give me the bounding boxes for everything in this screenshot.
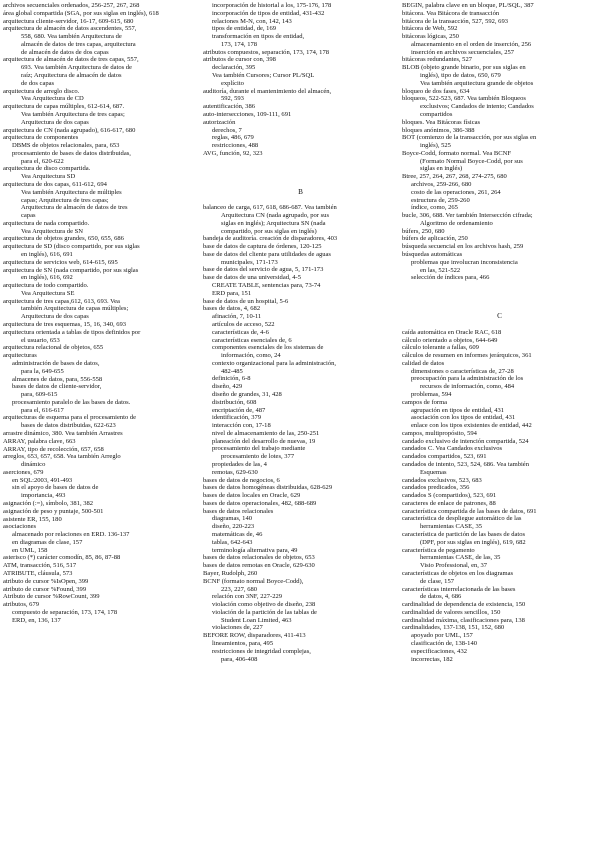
index-entry: cardinalidades, 137-138, 151, 152, 680	[402, 624, 505, 632]
index-entry: bloques anónimos, 386-388	[402, 126, 475, 134]
index-entry: bloqueo de dos fases, 634	[402, 87, 470, 95]
index-entry: transformación en tipos de entidad,	[212, 33, 305, 41]
index-entry: en inglés), 616, 692	[21, 274, 73, 282]
index-entry: características de, 4-6	[212, 328, 269, 336]
index-entry: atributos de cursor con, 398	[203, 56, 276, 64]
index-entry: en SQL:2003, 491-493	[12, 476, 73, 484]
index-entry: de clase, 157	[420, 577, 454, 585]
index-entry: búfers, 250, 680	[402, 227, 445, 235]
index-entry: cardinalidad máxima, clasificaciones para, 138	[402, 616, 525, 624]
index-entry: almacenamiento en el orden de inserción, 256	[411, 40, 532, 48]
index-entry: información, como, 24	[221, 352, 281, 360]
index-entry: arquitectura cliente-servidor, 16-17, 609-615, 680	[3, 17, 134, 25]
index-entry: arreglos, 653, 657, 658. Vea también Arreglo	[3, 453, 121, 461]
index-entry: matemáticas de, 46	[212, 531, 263, 539]
index-entry: caída automática en Oracle RAC, 618	[402, 328, 502, 336]
index-entry: incorrectas, 182	[411, 655, 453, 663]
index-entry: planeación del desarrollo de nuevas, 19	[212, 437, 316, 445]
index-entry: bases de datos de negocios, 6	[203, 476, 280, 484]
index-entry: de almacén de datos de dos capas	[21, 48, 109, 56]
index-entry: asignación de peso y puntaje, 500-501	[3, 507, 104, 515]
spacer	[402, 282, 597, 290]
index-entry: bases de datos relacionales	[203, 507, 274, 515]
index-entry: BEFORE ROW, disparadores, 411-413	[203, 632, 306, 640]
index-entry: arquitectura de componentes	[3, 134, 79, 142]
index-entry: arquitectura de tres capas,612, 613, 693. Vea	[3, 297, 120, 305]
index-entry: 592, 593	[221, 95, 244, 103]
index-entry: relación con 3NF, 227-229	[212, 593, 283, 601]
index-entry: compartidos	[420, 110, 453, 118]
index-entry: bases de datos distribuidas, 622-623	[21, 422, 116, 430]
index-entry: arquitectura de nada compartido.	[3, 219, 90, 227]
index-entry: Arquitectura CN (nada agrupado, por sus	[221, 212, 329, 220]
index-entry: siglas en inglés)	[420, 165, 463, 173]
spacer	[203, 158, 398, 166]
index-entry: remotas, 629-630	[212, 468, 258, 476]
index-entry: bases de datos operacionales, 482, 688-689	[203, 499, 317, 507]
index-entry: afinación, 7, 10-11	[212, 313, 262, 321]
index-entry: clasificación de, 138-140	[411, 639, 477, 647]
index-entry: caracteres de enlace de patrones, 88	[402, 499, 496, 507]
index-entry: Bayer, Rudolph, 260	[203, 569, 258, 577]
spacer	[203, 181, 398, 189]
index-entry: 693. Vea también Arquitectura de datos de	[21, 64, 132, 72]
index-entry: distribución, 608	[212, 398, 257, 406]
index-entry: el usuario, 653	[21, 336, 60, 344]
index-entry: autorización	[203, 118, 236, 126]
index-entry: importancia, 493	[21, 492, 66, 500]
index-entry: de datos, 4, 686	[420, 593, 462, 601]
index-entry: atributos, 679	[3, 601, 40, 609]
index-entry: incorporación de tipos de entidad, 431-432	[212, 9, 325, 17]
index-entry: característica de partición de las bases de datos	[402, 531, 526, 539]
index-entry: área global compartida (SGA, por sus siglas en inglés), 618	[3, 9, 159, 17]
index-entry: índice, como, 265	[411, 204, 458, 212]
index-entry: en diagramas de clase, 157	[12, 538, 83, 546]
index-entry: terminología alternativa para, 49	[212, 546, 298, 554]
index-entry: archivos, 259-266, 680	[411, 180, 472, 188]
index-entry: arquitectura de SD (disco compartido, por sus siglas	[3, 243, 140, 251]
index-entry: capas	[21, 212, 36, 220]
index-entry: candados predicados, 356	[402, 484, 470, 492]
index-entry: arquitectura de objetos grandes, 650, 655, 686	[3, 235, 124, 243]
index-entry: inglés), tipo de datos, 650, 679	[420, 72, 501, 80]
index-entry: ATRIBUTE, cláusula, 573	[3, 570, 73, 578]
index-entry: archivos secuenciales ordenados, 256-257, 267, 268	[3, 2, 140, 9]
index-entry: bitácora de Web, 592	[402, 25, 458, 33]
index-entry: propiedades de las, 4	[212, 461, 267, 469]
index-entry: (Formato Normal Boyce-Codd, por sus	[420, 157, 523, 165]
index-entry: 223, 227, 680	[221, 585, 258, 593]
index-entry: Atributo de cursor %RowCount, 399	[3, 593, 100, 601]
index-entry: características esenciales de, 6	[212, 336, 292, 344]
index-entry: candados exclusivos, 523, 683	[402, 476, 482, 484]
index-entry: cardinalidad de dependencia de existencia, 150	[402, 601, 526, 609]
index-entry: bitácora de la transacción, 527, 592, 693	[402, 17, 508, 25]
index-entry: candados S (compartidos), 523, 691	[402, 492, 497, 500]
index-entry: diseño, 220-223	[212, 523, 255, 531]
index-column-2	[203, 2, 398, 663]
index-entry: procesamiento del trabajo mediante	[212, 445, 306, 453]
index-entry: selección de índices para, 466	[411, 274, 490, 282]
index-entry: balanceo de carga, 617, 618, 686-687. Vea también	[203, 204, 337, 212]
index-entry: arquitectura de arreglo disco.	[3, 87, 80, 95]
index-entry: característica compartida de las bases de datos, 691	[402, 507, 537, 515]
index-entry: 482-485	[221, 367, 243, 375]
index-entry: asociaciones	[3, 523, 37, 531]
index-entry: Vea Arquitectura SD	[21, 173, 76, 181]
index-entry: arquitecturas de esquema para el procesamiento de	[3, 414, 137, 422]
index-entry: cardinalidad de valores sencillos, 150	[402, 608, 501, 616]
index-entry: capas; Arquitectura de tres capas;	[21, 196, 109, 204]
index-entry: dinámico	[21, 461, 46, 469]
index-entry: Algoritmo de ordenamiento	[420, 219, 493, 227]
index-entry: asterisco (*) carácter comodín, 85, 86, 87-88	[3, 554, 121, 562]
index-entry: auto-intersecciones, 109-111, 691	[203, 110, 292, 118]
index-entry: candados compartidos, 523, 691	[402, 453, 487, 461]
index-entry: Vea Arquitectura SE	[21, 289, 75, 297]
index-entry: ERD para, 151	[212, 289, 252, 297]
index-entry: municipales, 171-173	[221, 258, 278, 266]
index-entry: búfers de aplicación, 250	[402, 235, 468, 243]
index-entry: tipos de entidad, de, 169	[212, 25, 277, 33]
spacer	[203, 196, 398, 204]
index-entry: para, 609-615	[21, 391, 58, 399]
index-entry: declaración, 395	[212, 64, 256, 72]
index-entry: estructura de, 259-260	[411, 196, 470, 204]
index-entry: Btree, 257, 264, 267, 268, 274-275, 680	[402, 173, 507, 181]
index-entry: arquitectura de CN (nada agrupado), 616-617, 680	[3, 126, 136, 134]
index-entry: atributo de cursor %Found, 399	[3, 585, 87, 593]
index-entry: ATM, transacción, 516, 517	[3, 562, 77, 570]
index-entry: definición, 6-8	[212, 375, 251, 383]
index-entry: candado exclusivo de intención compartida, 524	[402, 437, 529, 445]
index-entry: bitácora. Vea Bitácora de transacción	[402, 9, 500, 17]
spacer	[203, 173, 398, 181]
index-entry: base de datos del cliente para utilidades de aguas	[203, 250, 331, 258]
index-entry: bases de datos remotas en Oracle, 629-630	[203, 562, 315, 570]
index-entry: arquitectura de SN (nada compartido, por sus siglas	[3, 266, 139, 274]
index-entry: especificaciones, 432	[411, 647, 467, 655]
index-entry: bloqueos, 522-523, 687. Vea también Bloqueos	[402, 95, 526, 103]
index-entry: herramientas CASE, de las, 35	[420, 554, 501, 562]
index-entry: enlace con los tipos existentes de entidad, 442	[411, 422, 532, 430]
index-entry: encriptación de, 487	[212, 406, 266, 414]
index-entry: candados C. Vea Candados exclusivos	[402, 445, 503, 453]
index-entry: base de datos de una universidad, 4-5	[203, 274, 301, 282]
index-entry: diseño, 429	[212, 383, 243, 391]
index-entry: arquitectura de servicios web, 614-615, 695	[3, 258, 118, 266]
index-entry: administración de bases de datos,	[12, 359, 100, 367]
index-entry: arquitectura relacional de objetos, 655	[3, 344, 104, 352]
index-entry: también Arquitectura de capas múltiples;	[21, 305, 129, 313]
index-entry: restricciones de integridad complejas,	[212, 647, 311, 655]
index-entry: procesamiento de bases de datos distribuidas,	[12, 149, 131, 157]
index-entry: nivel de almacenamiento de las, 250-251	[212, 429, 320, 437]
index-entry: arquitectura de almacén de datos de tres capas, 557,	[3, 56, 139, 64]
index-entry: asociación con los tipos de entidad, 431	[411, 414, 516, 422]
index-entry: artículos de acceso, 522	[212, 320, 275, 328]
index-entry: compartido, por sus siglas en inglés)	[221, 227, 317, 235]
index-entry: restricciones, 488	[212, 142, 259, 150]
index-entry: ARRAY, palabra clave, 663	[3, 437, 76, 445]
index-entry: almacenes de datos, para, 556-558	[12, 375, 103, 383]
index-entry: para el, 620-622	[21, 157, 64, 165]
index-entry: BLOB (objeto grande binario, por sus siglas en	[402, 64, 526, 72]
index-entry: agrupación en tipos de entidad, 431	[411, 406, 505, 414]
index-entry: exclusivos; Candados de intento; Candados	[420, 103, 534, 111]
index-entry: apoyado por UML, 157	[411, 632, 473, 640]
index-entry: arquitectura de tres esquemas, 15, 16, 340, 693	[3, 321, 127, 329]
index-entry: auditoría, durante el mantenimiento del almacén,	[203, 87, 332, 95]
index-entry: procesamiento paralelo de las bases de datos.	[12, 398, 131, 406]
index-entry: atributos compuestos, separación, 173, 174, 178	[203, 48, 330, 56]
index-entry: derechos, 7	[212, 126, 242, 134]
index-entry: calidad de datos	[402, 359, 445, 367]
index-entry: atributo de cursor %IsOpen, 399	[3, 577, 89, 585]
index-entry: herramientas CASE, 35	[420, 523, 483, 531]
index-entry: (DPF, por sus siglas en inglés), 619, 682	[420, 538, 526, 546]
index-entry: contexto organizacional para la administración,	[212, 359, 337, 367]
index-entry: arquitectura de capas múltiples, 612-614, 687.	[3, 103, 125, 111]
index-entry: base de datos de un hospital, 5-6	[203, 297, 289, 305]
index-entry: inserción en archivos secuenciales, 257	[411, 48, 515, 56]
index-entry: candados de intento, 523, 524, 686. Vea también	[402, 461, 529, 469]
spacer	[402, 290, 597, 298]
spacer	[402, 321, 597, 329]
index-entry: búsqueda secuencial en los archivos hash, 259	[402, 243, 524, 251]
index-entry: AVG, función, 92, 323	[203, 149, 263, 157]
index-entry: inglés), 525	[420, 142, 451, 150]
index-entry: interacción con, 17-18	[212, 422, 271, 430]
index-entry: bucle, 306, 688. Ver también Intersección cifrada;	[402, 212, 533, 220]
index-entry: base de datos de captura de órdenes, 120-125	[203, 243, 322, 251]
index-entry: asignación (:=), símbolo, 381, 382	[3, 500, 94, 507]
index-entry: violación de la partición de las tablas de	[212, 608, 317, 616]
index-entry: búsquedas automáticas	[402, 251, 463, 258]
index-entry: característica de despliegue automático de las	[402, 515, 522, 523]
index-entry: BOT (comienzo de la transacción, por sus siglas en	[402, 134, 537, 142]
index-entry: DBMS de objetos relacionales, para, 653	[12, 142, 120, 150]
index-entry: arquitecturas	[3, 352, 37, 360]
index-entry: violaciones de, 227	[212, 624, 263, 632]
index-entry: en las, 521-522	[420, 266, 461, 274]
index-entry: violación como objetivo de diseño, 238	[212, 601, 316, 609]
spacer	[402, 305, 597, 313]
section-letter: B	[298, 188, 303, 196]
index-entry: características de objetos en los diagramas	[402, 569, 514, 577]
index-entry: para la, 649-655	[21, 367, 64, 375]
index-entry: 173, 174, 178	[221, 40, 258, 48]
index-entry: dimensiones o características de, 27-28	[411, 367, 514, 375]
index-entry: Vea Arquitectura de SN	[21, 227, 83, 235]
index-entry: Student Loan Limited, 463	[221, 616, 292, 624]
index-entry: Visio Professional, en, 37	[420, 562, 488, 570]
index-entry: Arquitectura de almacén de datos de tres	[21, 204, 128, 212]
index-entry: raíz; Arquitectura de almacén de datos	[21, 72, 122, 80]
index-entry: 558, 680. Vea también Arquitectura de	[21, 33, 122, 41]
index-entry: bases de datos de cliente-servidor,	[12, 383, 102, 391]
index-entry: campos de forma	[402, 398, 448, 406]
index-entry: diseño de grandes, 31, 428	[212, 390, 282, 398]
index-entry: Esquemas	[420, 468, 447, 476]
index-entry: siglas en inglés); Arquitectura SN (nada	[221, 219, 326, 227]
index-entry: Arquitectura de dos capas	[21, 118, 89, 126]
index-entry: arquitectura de dos capas, 611-612, 694	[3, 180, 107, 188]
index-entry: Vea Arquitectura de CD	[21, 95, 84, 103]
index-entry: explícito	[221, 79, 244, 87]
index-entry: bandeja de auditoría. creación de disparadores, 403	[203, 235, 338, 243]
index-entry: bitácoras redundantes, 527	[402, 56, 472, 64]
index-entry: Vea también Cursores; Cursor PL/SQL	[212, 72, 315, 80]
index-entry: arquitectura de disco compartida.	[3, 165, 91, 173]
index-entry: campos, multipropósito, 594	[402, 429, 477, 437]
index-entry: asistente ER, 155, 180	[3, 515, 62, 523]
index-entry: identificación, 379	[212, 414, 262, 422]
index-entry: Boyce-Codd, formato normal. Vea BCNF	[402, 149, 511, 157]
index-entry: CREATE TABLE, sentencias para, 73-74	[212, 282, 321, 290]
index-column-1	[3, 2, 198, 625]
index-entry: arquitectura orientada a tablas de tipos definidos por	[3, 328, 141, 336]
index-entry: BEGIN, palabra clave en un bloque, PL/SQL, 387	[402, 2, 534, 9]
index-entry: bitácoras lógicas, 250	[402, 33, 459, 41]
index-entry: compuesto de separación, 173, 174, 178	[12, 608, 118, 616]
index-column-3	[402, 2, 597, 663]
spacer	[402, 298, 597, 306]
index-entry: características interrelacionada de las bases	[402, 585, 516, 593]
index-entry: almacenado por relaciones en ERD. 136-137	[12, 531, 130, 539]
index-entry: base de datos del servicio de agua, 5, 171-173	[203, 266, 324, 274]
index-entry: aserciones, 679	[3, 468, 44, 476]
index-entry: sin el apoyo de bases de datos de	[12, 484, 99, 492]
index-entry: relaciones M-N, con, 142, 143	[212, 17, 292, 25]
index-entry: Arquitectura de dos capas	[21, 313, 89, 321]
index-entry: preocupación para la administración de los	[411, 375, 524, 383]
index-entry: cálculo tolerante a fallas, 609	[402, 344, 479, 352]
index-entry: recursos de información, como, 484	[420, 383, 515, 391]
index-entry: reglas, 486, 679	[212, 134, 254, 142]
index-entry: arrastre dinámico, 380. Vea también Arrastres	[3, 429, 123, 437]
index-entry: en inglés), 616, 691	[21, 251, 73, 258]
index-entry: arquitectura de almacén de datos ascendentes, 557,	[3, 25, 137, 33]
index-entry: almacén de datos de tres capas, arquitectura	[21, 40, 136, 48]
index-entry: para el, 616-617	[21, 406, 64, 414]
section-letter: C	[497, 313, 502, 321]
index-entry: arquitectura de todo compartido.	[3, 282, 89, 290]
index-entry: característica de pegamento	[402, 546, 475, 554]
index-entry: ARRAY, tipo de recolección, 657, 658	[3, 445, 104, 453]
index-entry: Vea también Arquitectura de múltiples	[21, 188, 122, 196]
index-entry: procesamiento de lotes, 377	[221, 453, 295, 461]
index-entry: problemas que involucran inconsistencia	[411, 258, 518, 266]
index-entry: costo de las operaciones, 261, 264	[411, 188, 501, 196]
index-entry: lineamientos, para, 495	[212, 639, 274, 647]
index-entry: bases de datos homogéneas distribuidas, 628-629	[203, 484, 333, 492]
index-entry: componentes esenciales de los sistemas de	[212, 344, 324, 352]
index-entry: en UML, 158	[12, 546, 48, 554]
spacer	[203, 165, 398, 173]
index-entry: de dos capas	[21, 79, 55, 87]
index-entry: bases de datos, 4, 682	[203, 305, 261, 313]
index-entry: bloques. Vea Bitácoras físicas	[402, 118, 481, 126]
index-entry: para, 406-408	[221, 655, 258, 663]
index-entry: Vea también arquitectura grande de objetos	[420, 79, 534, 87]
index-entry: cálculos de resumen en informes jerárquicos, 361	[402, 352, 532, 360]
index-entry: bases de datos relacionales de objetos, 653	[203, 554, 315, 562]
index-entry: autentificación, 386	[203, 103, 255, 111]
index-entry: Vea también Arquitectura de tres capas;	[21, 110, 125, 118]
index-entry: ERD, en, 136, 137	[12, 616, 61, 624]
index-entry: tablas, 642-643	[212, 538, 253, 546]
index-entry: diagramas, 140	[212, 515, 252, 523]
index-entry: incorporación de historial a los, 175-176, 178	[212, 2, 332, 9]
index-entry: cálculo orientado a objetos, 644-649	[402, 336, 498, 344]
index-entry: problemas, 594	[411, 390, 452, 398]
index-entry: BCNF (formato normal Boyce-Codd),	[203, 577, 304, 585]
index-entry: bases de datos locales en Oracle, 629	[203, 492, 301, 500]
